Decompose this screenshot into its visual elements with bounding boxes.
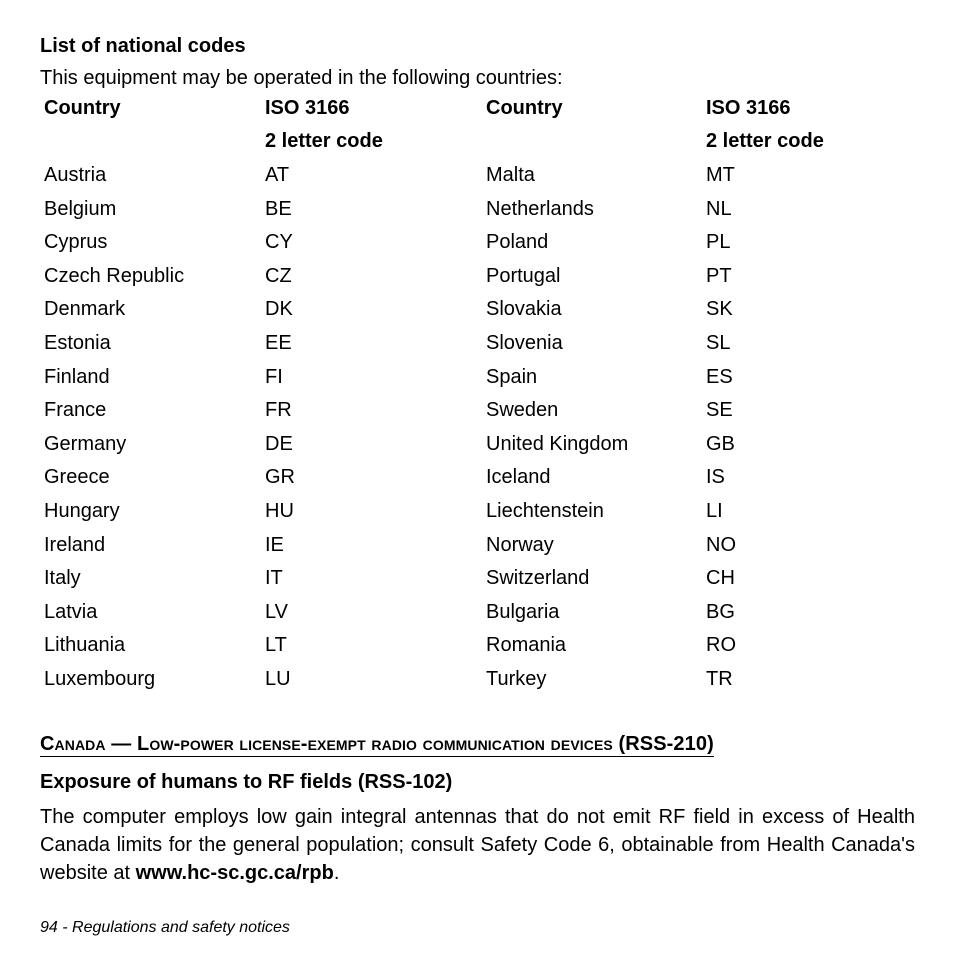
- code-cell: PL: [706, 231, 731, 254]
- country-cell: Switzerland: [486, 567, 590, 590]
- code-cell: LV: [265, 600, 288, 623]
- rf-exposure-subheading: Exposure of humans to RF fields (RSS-102): [40, 770, 453, 793]
- table-row: [44, 225, 906, 259]
- paragraph-text: The computer employs low gain integral antennas that do not emit RF field in excess of Health Canada limits for the general population; consult Safety Code 6, obtainable from Health Canada's website at: [40, 805, 915, 884]
- table-row: [44, 393, 906, 427]
- table-row: [44, 427, 906, 461]
- table-row: [44, 561, 906, 595]
- code-cell: RO: [706, 634, 736, 657]
- country-cell: Italy: [44, 567, 81, 590]
- rf-exposure-paragraph: [40, 803, 915, 887]
- country-cell: Portugal: [486, 264, 561, 287]
- canada-section-title: Canada — Low-power license-exempt radio communication devices (RSS-210): [40, 732, 714, 755]
- country-cell: Luxembourg: [44, 667, 156, 690]
- code-cell: ES: [706, 365, 733, 388]
- country-cell: Austria: [44, 163, 107, 186]
- code-cell: AT: [265, 163, 290, 186]
- table-row: [44, 326, 906, 360]
- column-header-empty: [486, 125, 706, 159]
- country-cell: Turkey: [486, 667, 547, 690]
- code-cell: DK: [265, 298, 293, 321]
- code-cell: SE: [706, 399, 733, 422]
- table-body: [44, 158, 906, 696]
- country-cell: United Kingdom: [486, 432, 629, 455]
- table-row: [44, 629, 906, 663]
- table-row: [44, 259, 906, 293]
- code-cell: NO: [706, 533, 736, 556]
- country-cell: Hungary: [44, 499, 120, 522]
- table-row: [44, 192, 906, 226]
- country-cell: Greece: [44, 466, 110, 489]
- code-cell: GB: [706, 432, 735, 455]
- country-cell: Iceland: [486, 466, 551, 489]
- code-cell: IE: [265, 533, 284, 556]
- country-cell: Poland: [486, 231, 549, 254]
- country-cell: Latvia: [44, 600, 98, 623]
- page-footer: 94 - Regulations and safety notices: [40, 919, 290, 936]
- code-cell: TR: [706, 667, 733, 690]
- country-cell: Slovakia: [486, 298, 562, 321]
- code-cell: IT: [265, 567, 283, 590]
- country-cell: Netherlands: [486, 197, 594, 220]
- country-cell: Denmark: [44, 298, 126, 321]
- country-cell: Norway: [486, 533, 554, 556]
- country-cell: Czech Republic: [44, 264, 185, 287]
- country-cell: Cyprus: [44, 231, 108, 254]
- intro-text: This equipment may be operated in the following countries:: [40, 67, 563, 89]
- country-cell: Malta: [486, 163, 535, 186]
- table-row: [44, 528, 906, 562]
- table-row: [44, 158, 906, 192]
- column-header-country: Country: [486, 96, 563, 119]
- code-cell: BE: [265, 197, 292, 220]
- country-cell: Lithuania: [44, 634, 126, 657]
- national-codes-table: [44, 91, 906, 696]
- table-row: [44, 293, 906, 327]
- code-cell: NL: [706, 197, 732, 220]
- code-cell: MT: [706, 163, 735, 186]
- code-cell: HU: [265, 499, 294, 522]
- code-cell: SL: [706, 331, 731, 354]
- code-cell: EE: [265, 331, 292, 354]
- country-cell: Liechtenstein: [486, 499, 604, 522]
- code-cell: LI: [706, 499, 723, 522]
- country-cell: Bulgaria: [486, 600, 560, 623]
- section-heading: List of national codes: [40, 35, 246, 57]
- country-cell: Belgium: [44, 197, 117, 220]
- code-cell: DE: [265, 432, 293, 455]
- code-cell: SK: [706, 298, 733, 321]
- code-cell: IS: [706, 466, 725, 489]
- table-row: [44, 662, 906, 696]
- table-header-row: [44, 125, 906, 159]
- code-cell: CY: [265, 231, 293, 254]
- code-cell: FI: [265, 365, 283, 388]
- country-cell: Finland: [44, 365, 110, 388]
- code-cell: CZ: [265, 264, 292, 287]
- table-header-row: [44, 91, 906, 125]
- code-cell: LT: [265, 634, 287, 657]
- country-cell: Ireland: [44, 533, 106, 556]
- column-header-empty: [44, 125, 265, 159]
- column-header-country: Country: [44, 96, 121, 119]
- code-cell: GR: [265, 466, 295, 489]
- country-cell: France: [44, 399, 107, 422]
- code-cell: LU: [265, 667, 291, 690]
- country-cell: Slovenia: [486, 331, 563, 354]
- website-link: www.hc-sc.gc.ca/rpb: [135, 861, 334, 884]
- paragraph-end: .: [333, 861, 340, 884]
- country-cell: Germany: [44, 432, 127, 455]
- table-row: [44, 360, 906, 394]
- code-cell: FR: [265, 399, 292, 422]
- code-cell: CH: [706, 567, 735, 590]
- country-cell: Romania: [486, 634, 567, 657]
- table-row: [44, 595, 906, 629]
- table-row: [44, 494, 906, 528]
- document-page: [40, 34, 915, 887]
- code-cell: BG: [706, 600, 735, 623]
- country-cell: Spain: [486, 365, 538, 388]
- country-cell: Estonia: [44, 331, 111, 354]
- column-header-iso: ISO 3166: [265, 96, 350, 119]
- code-cell: PT: [706, 264, 732, 287]
- table-row: [44, 461, 906, 495]
- column-header-iso-sub: 2 letter code: [706, 130, 824, 153]
- country-cell: Sweden: [486, 399, 559, 422]
- column-header-iso-sub: 2 letter code: [265, 130, 383, 153]
- column-header-iso: ISO 3166: [706, 96, 791, 119]
